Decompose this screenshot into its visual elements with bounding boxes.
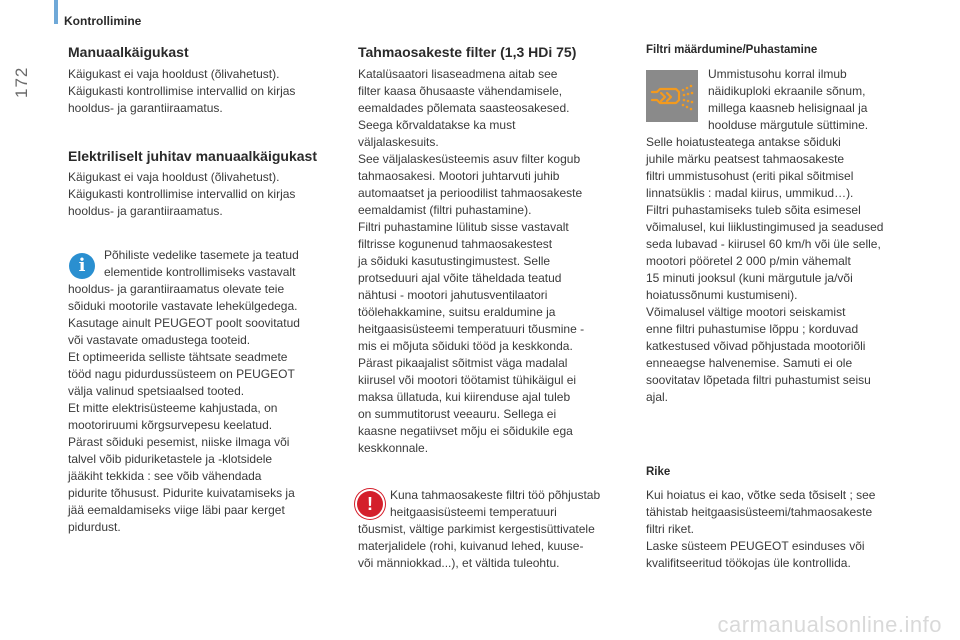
particle-filter-warning-icon-svg xyxy=(646,70,698,122)
particle-filter-heading: Tahmaosakeste filter (1,3 HDi 75) xyxy=(358,44,577,60)
warning-text: tõusmist, vältige parkimist kergestisüttivatele materjalidele (rohi, kuivanud lehed, kuuse- või männiokkad...), et vältida tuleohtu. xyxy=(358,522,595,570)
info-text: hooldus- ja garantiiraamatus olevate teie sõiduki mootorile vastavate lehekülgedega. Kasutage ainult PEUGEOT poolt soovitatud või vastavate omadustega tooteid. Et optimeerida selliste tähtsate seadmete tööd nagu pidurdussüsteem on PEUGEOT välja valinud spetsiaalsed tooted. Et mitte elektrisüsteeme kahjustada, on mootoriruumi kõrgsurvepesu keelatud. Pärast sõiduki pesemist, niiske ilmaga või talvel võib piduriketastele ja -klotsidele jääkiht tekkida : see võib vähendada pidurite tõhusust. Pidurite kuivatamiseks ja jää eemaldamiseks viige läbi paar kerget pidurdust. xyxy=(68,282,300,534)
manual-gearbox-heading: Manuaalkäigukast xyxy=(68,44,189,60)
warning-icon: ! xyxy=(357,491,383,517)
fault-heading: Rike xyxy=(646,466,671,478)
manual-gearbox-text: Käigukast ei vaja hooldust (õlivahetust). Käigukasti kontrollimise intervallid on kirjas hooldus- ja garantiiraamatus. xyxy=(68,67,296,115)
header-accent-bar xyxy=(54,0,58,24)
info-icon: i xyxy=(69,253,95,279)
warning-text-indented: Kuna tahmaosakeste filtri töö põhjustab heitgaasisüsteemi temperatuuri xyxy=(390,488,601,519)
particle-filter-warning-icon xyxy=(646,70,698,122)
electric-gearbox-text: Käigukast ei vaja hooldust (õlivahetust). Käigukasti kontrollimise intervallid on kirjas hooldus- ja garantiiraamatus. xyxy=(68,170,296,218)
particle-filter-text: Katalüsaatori lisaseadmena aitab see filter kaasa õhusaaste vähendamisele, eemaldades põlemata saasteosakesed. Seega kõrvaldatakse ka must väljalaskesuits. See väljalaskesüsteemis asuv filter kogub tahmaosakesi. Mootori juhtarvuti juhib automaatset ja perioodilist tahmaosakeste eemaldamist (filtri puhastamine). Filtri puhastamine lülitub sisse vastavalt filtrisse kogunenud tahmaosakestest ja sõiduki kasutustingimustest. Selle protseduuri ajal võite täheldada teatud nähtusi - mootori jahutusventilaatori töölehakkamine, suitsu eraldumine ja heitgaasisüsteemi temperatuuri tõusmine - mis ei mõjuta sõiduki tööd ja keskkonda. Pärast pikaajalist sõitmist väga madalal kiirusel või mootori töötamist tühikäigul ei maksa üllatuda, kui kiirenduse ajal tuleb on summutitorust veeauru. Sellega ei kaasne negatiivset mõju ei sõidukile ega keskkonnale. xyxy=(358,67,585,455)
info-text-indented: Põhiliste vedelike tasemete ja teatud elementide kontrollimiseks vastavalt xyxy=(104,248,299,279)
page-number-text: 172 xyxy=(12,66,31,98)
fault-text: Kui hoiatus ei kao, võtke seda tõsiselt ; see tähistab heitgaasisüsteemi/tahmaosakeste filtri riket. Laske süsteem PEUGEOT esinduses või kvalifitseeritud töökojas üle kontrollida. xyxy=(646,488,876,570)
watermark: carmanualsonline.info xyxy=(717,612,942,637)
electric-gearbox-heading: Elektriliselt juhitav manuaalkäigukast xyxy=(68,148,317,164)
running-head: Kontrollimine xyxy=(64,14,142,28)
page-number xyxy=(12,38,36,98)
filter-cleaning-heading: Filtri määrdumine/Puhastamine xyxy=(646,44,818,56)
filter-cleaning-text-indented: Ummistusohu korral ilmub näidikuploki ekraanile sõnum, millega kaasneb helisignaal ja hoolduse märgutule süttimine. xyxy=(708,67,869,132)
filter-cleaning-text: Selle hoiatusteatega antakse sõiduki juhile märku peatsest tahmaosakeste filtri ummistusohust (eriti pikal sõitmisel linnatsüklis : madal kiirus, ummikud…). Filtri puhastamiseks tuleb sõita esimesel võimalusel, kui liiklustingimused ja seadused seda lubavad - kiirusel 60 km/h või üle selle, mootori pööretel 2 000 p/min vähemalt 15 minuti jooksul (kuni märgutule ja/või hoiatussõnumi kustumiseni). Võimalusel vältige mootori seiskamist enne filtri puhastumise lõppu ; korduvad katkestused võivad põhjustada mootoriõli enneaegse halvenemise. Samuti ei ole soovitatav lõpetada filtri puhastumist seisu ajal. xyxy=(646,135,884,404)
